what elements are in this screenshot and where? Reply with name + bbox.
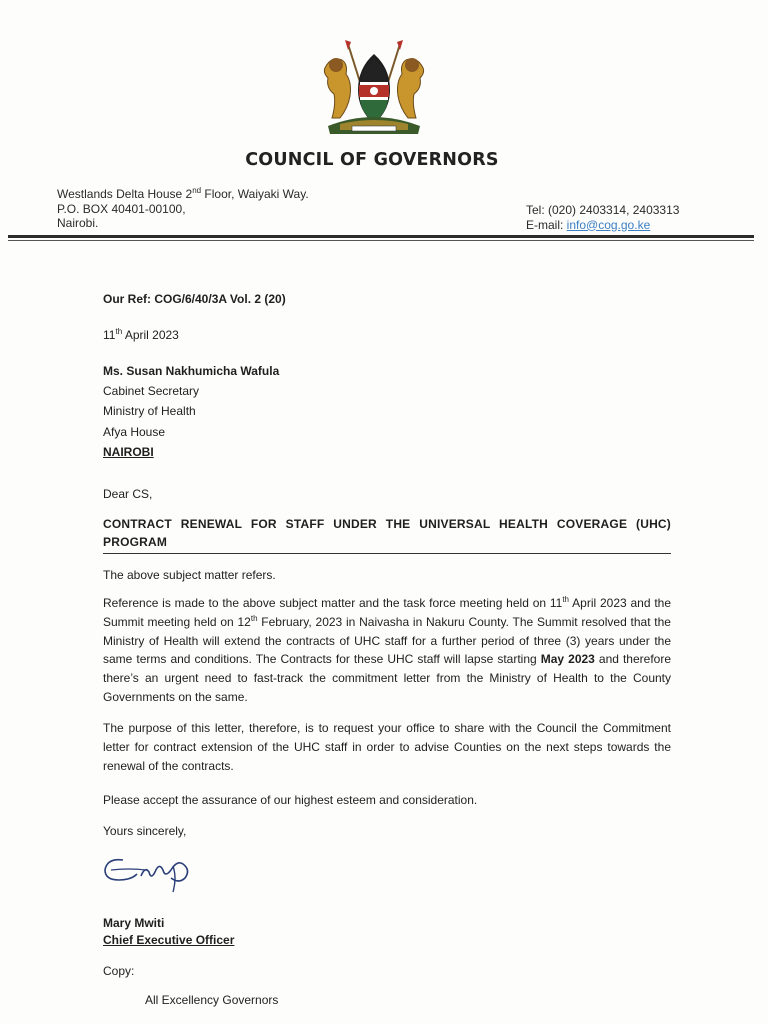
signer-title: Chief Executive Officer (103, 933, 235, 947)
coat-of-arms-icon (318, 38, 430, 138)
subject-underline (103, 553, 671, 554)
recipient-title: Cabinet Secretary (103, 384, 200, 399)
paragraph-2: Reference is made to the above subject matter and the task force meeting held on 11th April 2023 and the Summit meeting held on 12th February, 2023 in Naivasha in Nakuru County. The Summit resolved that the Ministry of Health will extend the contracts of UHC staff for a further period of three (3) years under the same terms and conditions. The Contracts for these UHC staff will lapse starting May 2023 and therefore there’s an urgent need to fast-track the commitment letter from the Ministry of Health to the County Governments on the same. (103, 595, 671, 704)
letterhead-contacts (526, 203, 679, 232)
salutation: Dear CS, (103, 487, 153, 501)
paragraph-4: Please accept the assurance of our highest esteem and consideration. (103, 793, 478, 807)
subject-line: CONTRACT RENEWAL FOR STAFF UNDER THE UNIVERSAL HEALTH COVERAGE (UHC) PROGRAM (103, 517, 671, 549)
header-divider (8, 235, 754, 238)
address-line-3: Nairobi. (57, 216, 99, 230)
copy-recipient: All Excellency Governors (145, 993, 279, 1007)
recipient-city: NAIROBI (103, 444, 154, 459)
reference-number: Our Ref: COG/6/40/3A Vol. 2 (20) (103, 292, 286, 306)
recipient-block (103, 361, 671, 462)
address-line-1: Westlands Delta House 2nd Floor, Waiyaki Way. (57, 186, 309, 201)
letter-date: 11th April 2023 (103, 327, 179, 342)
email-line: E-mail: info@cog.go.ke (526, 217, 651, 232)
copy-label: Copy: (103, 964, 135, 978)
paragraph-3: The purpose of this letter, therefore, is to request your office to share with the Council the Commitment letter for contract extension of the UHC staff in order to advise Counties on the next steps towards the renewal of the contracts. (103, 721, 671, 773)
recipient-building: Afya House (103, 424, 166, 439)
recipient-ministry: Ministry of Health (103, 404, 196, 419)
signature-icon (101, 848, 201, 894)
signer-block (103, 915, 671, 949)
paragraph-1: The above subject matter refers. (103, 568, 276, 582)
address-line-2: P.O. BOX 40401-00100, (57, 201, 186, 216)
organization-name: COUNCIL OF GOVERNORS (245, 150, 499, 170)
closing: Yours sincerely, (103, 824, 187, 838)
letterhead-address (57, 187, 309, 231)
email-link[interactable]: info@cog.go.ke (566, 217, 651, 232)
recipient-name: Ms. Susan Nakhumicha Wafula (103, 364, 280, 378)
telephone: Tel: (020) 2403314, 2403313 (526, 203, 680, 217)
signer-name: Mary Mwiti (103, 916, 165, 930)
header-divider-thin (8, 240, 754, 241)
